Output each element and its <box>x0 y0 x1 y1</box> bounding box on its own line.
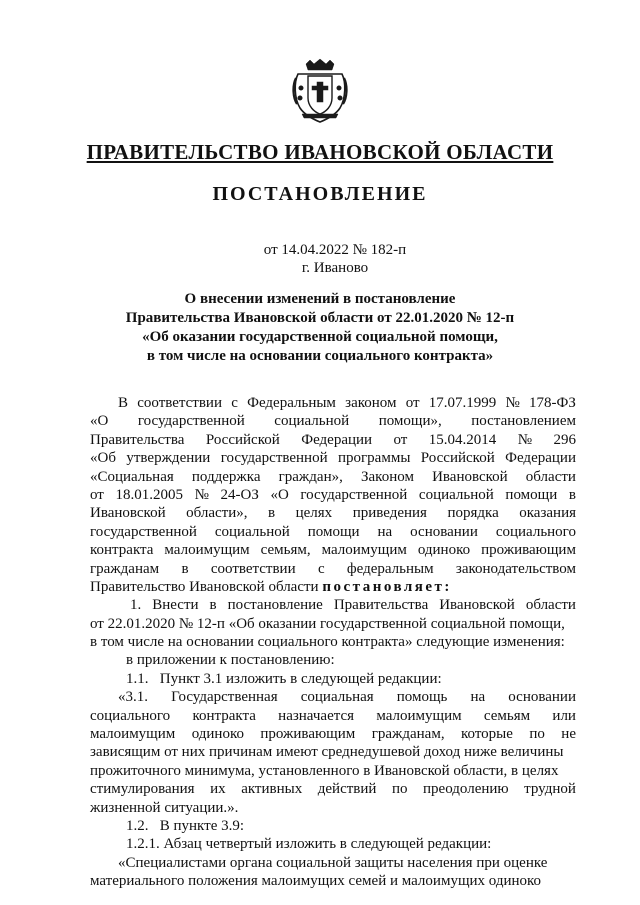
word: малоимущим <box>90 726 176 743</box>
subject-line: О внесении изменений в постановление <box>184 291 456 307</box>
subject-line: Правительства Ивановской области от 22.01.2020 № 12-п <box>125 310 515 326</box>
word: «3.1. <box>118 689 148 706</box>
word: государственной <box>137 413 245 430</box>
word: на <box>470 689 486 706</box>
resolution-word: постановляет: <box>322 578 452 595</box>
word: 178-ФЗ <box>529 395 576 411</box>
word: Ивановской <box>432 468 508 485</box>
word: государственной <box>90 523 197 540</box>
word: социальной <box>274 413 350 430</box>
body-line: жизненной ситуации.». <box>90 799 239 816</box>
word: 15.04.2014 <box>428 431 497 448</box>
word: назначается <box>278 707 355 724</box>
body-line: 1.2.1. Абзац четвертый изложить в следующей редакции: <box>126 836 492 853</box>
word: которые <box>461 726 513 743</box>
word: одиноко <box>417 542 471 559</box>
government-title: ПРАВИТЕЛЬСТВО ИВАНОВСКОЙ ОБЛАСТИ <box>86 140 554 164</box>
word: соответствии <box>210 560 296 577</box>
word: № <box>194 486 209 503</box>
word: проживающим <box>260 726 356 743</box>
body-line <box>90 468 576 486</box>
word: области», <box>186 505 248 522</box>
word: одиноко <box>191 726 244 743</box>
word: гражданам, <box>371 726 445 743</box>
word: малоимущим <box>376 707 462 724</box>
word: в <box>568 486 576 503</box>
word: по <box>529 726 545 743</box>
body-line <box>90 412 576 430</box>
body-line <box>90 578 576 596</box>
word: 17.07.1999 <box>428 395 497 411</box>
word: области <box>525 597 576 614</box>
document-body <box>90 394 576 891</box>
body-line: 1.2. В пункте 3.9: <box>126 817 245 834</box>
word: приведения <box>352 505 427 522</box>
word: Ивановской <box>90 505 166 522</box>
word: действий <box>317 781 377 798</box>
word: семьям <box>483 707 531 724</box>
word: социального <box>90 707 171 724</box>
word: Государственная <box>171 689 278 706</box>
word: помощь <box>396 689 448 706</box>
document-type-title: ПОСТАНОВЛЕНИЕ <box>212 183 428 205</box>
body-line <box>90 504 576 522</box>
word: семьям, <box>260 542 311 559</box>
word: с <box>231 395 238 411</box>
word: утверждении <box>126 450 211 467</box>
word: № <box>517 431 533 448</box>
word: проживающим <box>481 542 576 559</box>
coat-of-arms-emblem <box>292 58 348 124</box>
word: Российской <box>205 431 280 448</box>
word: социального <box>495 523 576 540</box>
body-line: «Специалистами органа социальной защиты населения при оценке <box>118 854 548 871</box>
word: от <box>393 431 408 448</box>
word: постановление <box>227 597 323 614</box>
word: Российской <box>420 450 495 467</box>
word: от <box>405 395 420 411</box>
body-line <box>90 780 576 798</box>
word: законодательством <box>455 560 576 577</box>
word: «Об <box>90 450 116 467</box>
word: в <box>268 505 276 522</box>
word: В <box>118 395 129 411</box>
body-line <box>90 523 576 541</box>
body-line <box>90 431 576 449</box>
body-line <box>90 541 576 559</box>
word: Законом <box>361 468 414 485</box>
word: основании <box>410 523 478 540</box>
word: гражданам <box>90 560 160 577</box>
word: программы <box>338 450 411 467</box>
word: малоимущим <box>164 542 250 559</box>
word: «Социальная <box>90 468 174 485</box>
body-line: 1.1. Пункт 3.1 изложить в следующей редакции: <box>126 670 442 687</box>
body-line <box>90 560 576 578</box>
word: преодолению <box>423 781 509 798</box>
word: области <box>525 468 576 485</box>
word: на <box>377 523 393 540</box>
word: постановлением <box>471 413 576 430</box>
word: целях <box>295 505 333 522</box>
word: поддержка <box>191 468 261 485</box>
word: Федерации <box>505 450 576 467</box>
word: контракта <box>90 542 154 559</box>
city: г. Иваново <box>301 260 369 276</box>
body-line: в том числе на основании социального контракта» следующие изменения: <box>90 634 565 651</box>
word: Федерации <box>301 431 373 448</box>
word: социальная <box>300 689 374 706</box>
body-line <box>90 688 576 706</box>
word: по <box>391 781 408 798</box>
body-line <box>90 707 576 725</box>
word: законом <box>345 395 397 411</box>
body-line <box>90 394 576 412</box>
word: государственной <box>300 486 408 503</box>
word: Правительства <box>90 431 185 448</box>
word: помощи <box>505 486 558 503</box>
body-line: в приложении к постановлению: <box>126 652 335 669</box>
word: граждан», <box>278 468 343 485</box>
word: с <box>317 560 325 577</box>
word: их <box>210 781 226 798</box>
word: социальной <box>214 523 290 540</box>
word: не <box>561 726 576 743</box>
body-line: зависящим от них причинам имеют среднедушевой доход ниже величины <box>90 744 564 761</box>
word: помощи <box>307 523 360 540</box>
word: стимулирования <box>90 781 195 798</box>
subject-line: в том числе на основании социального контракта» <box>146 348 494 364</box>
word: «О <box>270 486 289 503</box>
word: социальной <box>418 486 494 503</box>
body-line <box>90 449 576 467</box>
word: Правительства <box>333 597 429 614</box>
date-and-number: от 14.04.2022 № 182-п <box>263 242 407 258</box>
word: Внести <box>152 597 199 614</box>
word: или <box>552 707 576 724</box>
word: 18.01.2005 <box>115 486 183 503</box>
word: Федеральным <box>247 395 336 411</box>
word: малоимущим <box>321 542 407 559</box>
body-line: прожиточного минимума, установленного в Ивановской области, в целях <box>90 762 559 779</box>
body-text-span: Правительство Ивановской области <box>90 578 319 595</box>
document-subject <box>0 290 640 366</box>
word: в <box>209 597 217 614</box>
word: федеральным <box>346 560 434 577</box>
body-line <box>90 486 576 504</box>
word: в <box>181 560 189 577</box>
word: 1. <box>130 597 142 614</box>
word: № <box>505 395 520 411</box>
word: государственной <box>220 450 328 467</box>
word: «О <box>90 413 109 430</box>
body-line: материального положения малоимущих семей и малоимущих одиноко <box>90 873 542 890</box>
body-line <box>90 725 576 743</box>
word: помощи», <box>378 413 442 430</box>
word: трудной <box>524 781 576 798</box>
word: активных <box>241 781 303 798</box>
word: оказания <box>519 505 576 522</box>
subject-line: «Об оказании государственной социальной помощи, <box>142 329 498 345</box>
word: 296 <box>553 431 576 448</box>
body-line <box>90 596 576 614</box>
word: контракта <box>192 707 256 724</box>
word: соответствии <box>137 395 222 411</box>
word: порядка <box>447 505 499 522</box>
word: основании <box>508 689 576 706</box>
body-line: от 22.01.2020 № 12-п «Об оказании государственной социальной помощи, <box>90 615 565 632</box>
word: от <box>90 486 104 503</box>
word: Ивановской <box>439 597 515 614</box>
word: 24-ОЗ <box>220 486 259 503</box>
